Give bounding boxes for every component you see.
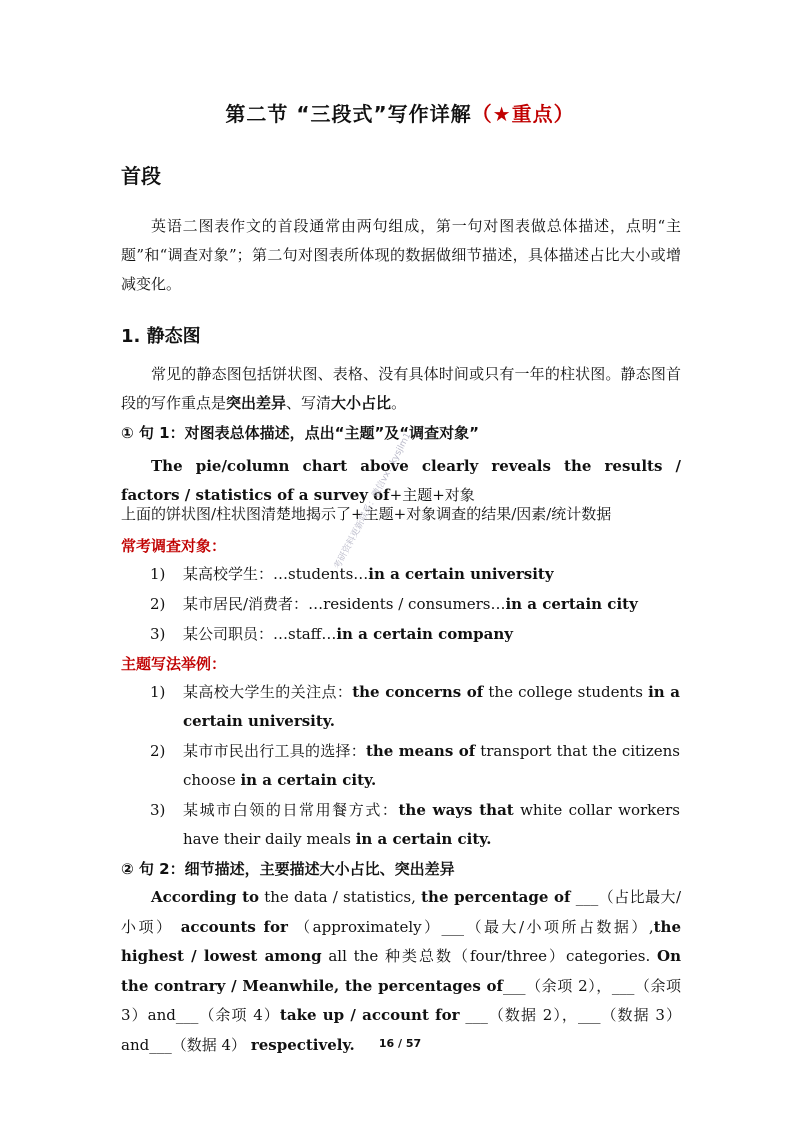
item-en: transport that the citizens choose xyxy=(183,742,680,789)
list-number: 1) xyxy=(150,683,166,701)
item-en-bold: the ways that xyxy=(398,801,514,819)
item-en-bold: in a certain city xyxy=(505,595,638,613)
sentence1-heading: ① 句 1：对图表总体描述，点出“主题”及“调查对象” xyxy=(121,424,480,442)
page-number: 16 / 57 xyxy=(378,1037,422,1050)
title-accent: （★重点） xyxy=(471,102,575,126)
item-en: the college students xyxy=(483,683,649,701)
item-cn: 某市居民/消费者： xyxy=(183,595,309,613)
item-en: …residents / consumers… xyxy=(308,595,506,613)
list-item xyxy=(150,737,680,795)
s2-bold: According to xyxy=(151,888,259,906)
page-title xyxy=(0,98,800,127)
s2-bold: accounts for xyxy=(180,917,288,936)
item-en-bold: the means of xyxy=(365,742,476,760)
list-item xyxy=(150,678,680,736)
item-en-bold: the concerns of xyxy=(352,683,484,701)
s2-text: ___（占比最大/小项） xyxy=(121,888,681,936)
watermark: 考研资料更新联系：微信vx：kysjlm1 xyxy=(332,431,414,572)
intro-paragraph: 英语二图表作文的首段通常由两句组成，第一句对图表做总体描述，点明“主题”和“调查对象”；第二句对图表所体现的数据做细节描述，具体描述占比大小或增减变化。 xyxy=(121,217,681,293)
s2-bold: the percentage of xyxy=(421,888,571,906)
s2-text: ___（余项 2），___（余项 3）and___（余项 4） xyxy=(121,976,682,1024)
item-cn: 某高校学生： xyxy=(183,565,274,583)
list-item xyxy=(150,620,680,649)
item-cn: 某市市民出行工具的选择： xyxy=(183,742,366,760)
s2-bold: On the contrary / Meanwhile, the percentages of xyxy=(121,947,681,995)
s2-text: ___（数据 2），___（数据 3）and___（数据 4） xyxy=(121,1006,681,1054)
item-en: …students… xyxy=(273,565,369,583)
item-en-bold: in a certain city. xyxy=(355,830,492,848)
static-bold-1: 突出差异 xyxy=(226,394,287,412)
list-number: 2) xyxy=(150,595,166,613)
s2-text: all the 种类总数（four/three）categories. xyxy=(321,947,658,965)
s2-text: the data / statistics, xyxy=(259,888,422,906)
static-paragraph xyxy=(121,360,681,418)
s2-bold: respectively. xyxy=(250,1035,355,1054)
s2-text: （approximately）___（最大/小项所占数据）, xyxy=(287,917,654,936)
sentence2-heading: ② 句 2：细节描述，主要描述大小占比、突出差异 xyxy=(121,860,455,878)
list-item xyxy=(150,590,680,619)
s2-bold: the highest / lowest among xyxy=(121,917,681,965)
item-en: white collar workers have their daily meals xyxy=(183,801,680,848)
sentence1-en-bold: The pie/column chart above clearly reveals the results / factors / statistics of a survey of xyxy=(121,457,681,504)
themes-heading: 主题写法举例： xyxy=(121,655,227,673)
targets-heading: 常考调查对象： xyxy=(121,537,227,555)
item-en-bold: in a certain university. xyxy=(183,683,680,730)
list-number: 3) xyxy=(150,625,166,643)
static-chart-heading: 1. 静态图 xyxy=(121,326,201,347)
item-en: …staff… xyxy=(273,625,337,643)
static-text-end: 。 xyxy=(391,394,407,412)
item-en-bold: in a certain company xyxy=(336,625,514,643)
item-en-bold: in a certain city. xyxy=(240,771,377,789)
item-en-bold: in a certain university xyxy=(368,565,554,583)
static-text-mid: 、写清 xyxy=(286,394,332,412)
item-cn: 某高校大学生的关注点： xyxy=(183,683,353,701)
section-heading: 首段 xyxy=(121,164,161,188)
static-text: 常见的静态图包括饼状图、表格、没有具体时间或只有一年的柱状图。静态图首段的写作重点是 xyxy=(121,365,681,412)
item-cn: 某城市白领的日常用餐方式： xyxy=(183,801,399,819)
sentence2-template xyxy=(121,883,681,1060)
static-bold-2: 大小占比 xyxy=(331,394,392,412)
list-number: 2) xyxy=(150,742,166,760)
sentence1-en-tail: +主题+对象 xyxy=(389,486,475,504)
list-number: 3) xyxy=(150,801,166,819)
s2-bold: take up / account for xyxy=(279,1006,460,1024)
list-item xyxy=(150,796,680,854)
sentence1-translation: 上面的饼状图/柱状图清楚地揭示了+主题+对象调查的结果/因素/统计数据 xyxy=(121,505,612,523)
sentence1-template xyxy=(121,452,681,510)
list-item xyxy=(150,560,680,589)
title-main: 第二节 “三段式”写作详解 xyxy=(225,102,472,126)
list-number: 1) xyxy=(150,565,166,583)
item-cn: 某公司职员： xyxy=(183,625,274,643)
